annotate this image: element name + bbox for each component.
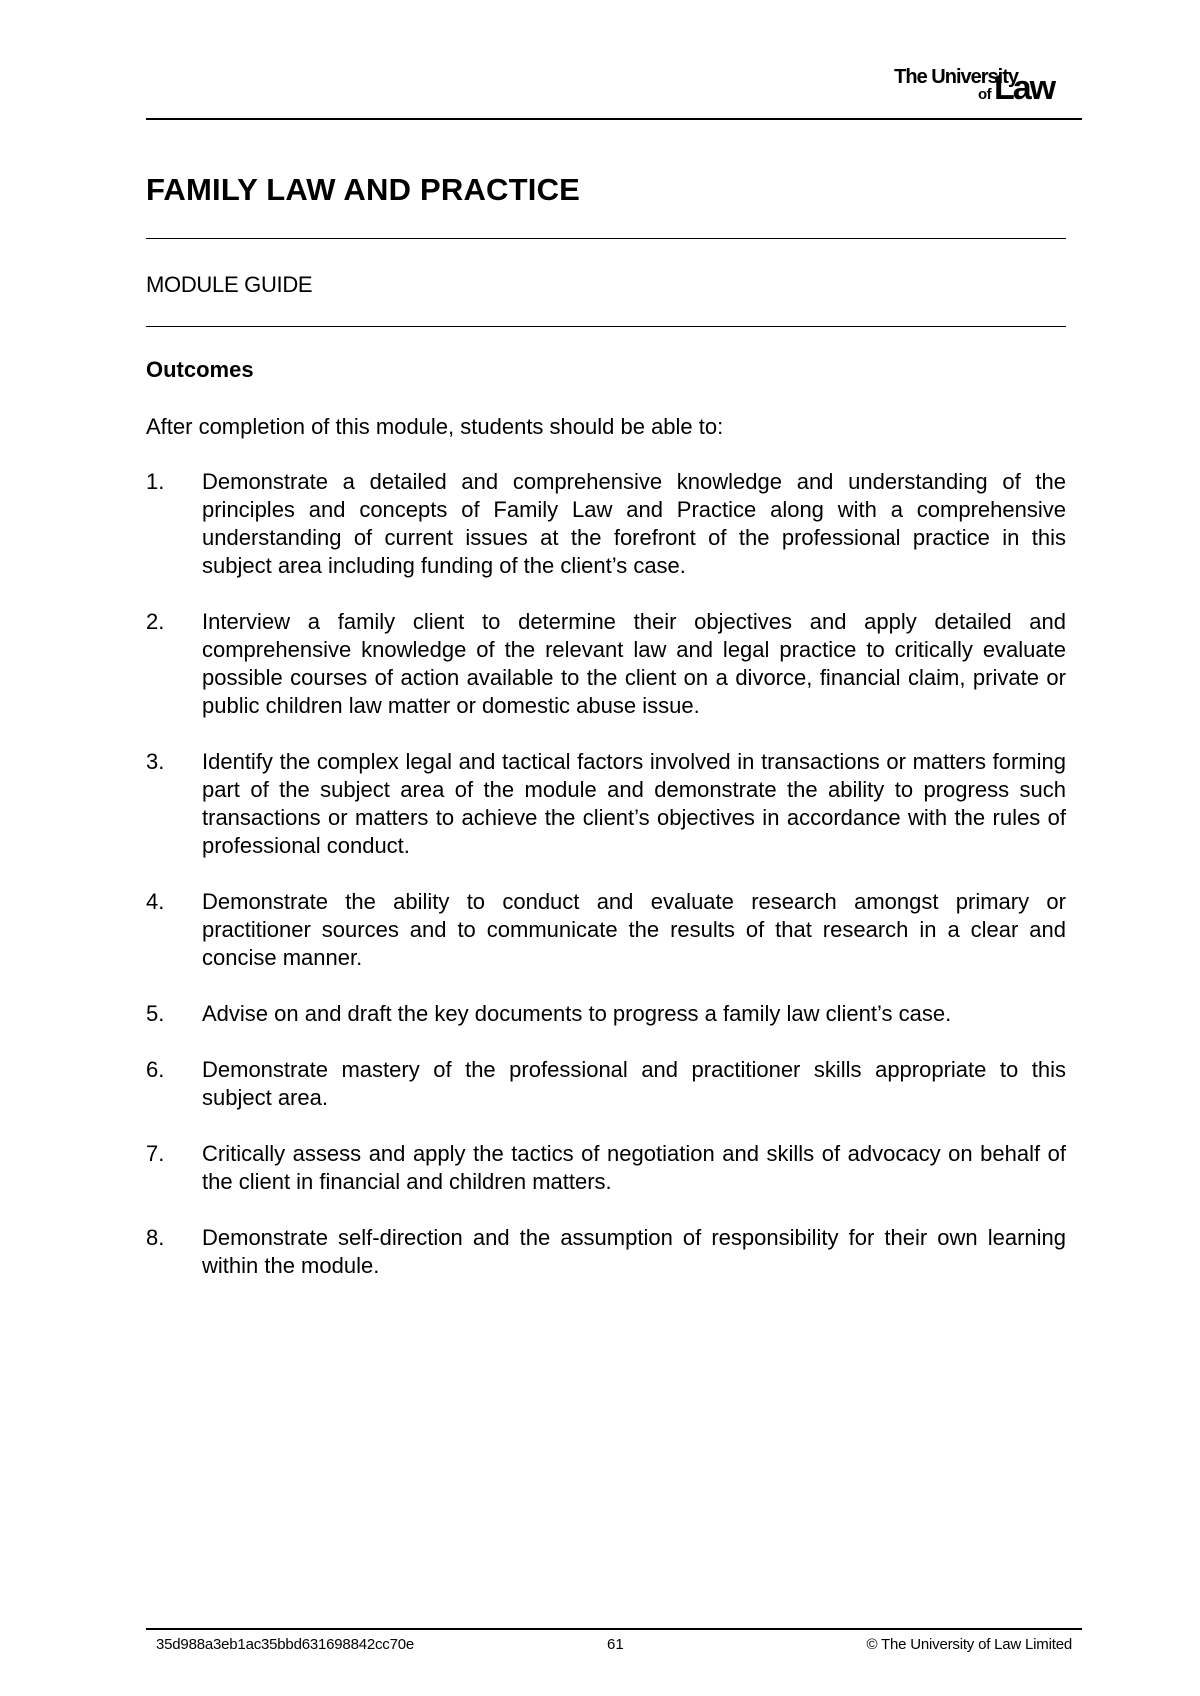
outcome-number: 4. — [146, 889, 165, 914]
header-divider — [146, 118, 1082, 120]
outcome-text: Demonstrate the ability to conduct and evaluate research amongst primary or practitioner sources and to communicate the results of that research in a clear and concise manner. — [202, 889, 1066, 970]
outcome-item — [146, 748, 1066, 860]
outcome-number: 3. — [146, 749, 165, 774]
outcome-item — [146, 1224, 1066, 1280]
outcome-item — [146, 1140, 1066, 1196]
outcome-text: Interview a family client to determine their objectives and apply detailed and comprehensive knowledge of the relevant law and legal practice to critically evaluate possible courses of action available to the client on a divorce, financial claim, private or public children law matter or domestic abuse issue. — [202, 609, 1066, 718]
university-of-law-logo — [866, 66, 1072, 108]
intro-paragraph: After completion of this module, students should be able to: — [146, 414, 724, 439]
outcome-item — [146, 608, 1066, 720]
outcome-item — [146, 1000, 1066, 1028]
footer-divider — [146, 1628, 1082, 1630]
logo-law: Law — [994, 69, 1055, 107]
outcome-text: Advise on and draft the key documents to progress a family law client’s case. — [202, 1001, 952, 1026]
logo-of: of — [978, 86, 992, 103]
outcome-item — [146, 888, 1066, 972]
outcome-number: 2. — [146, 609, 165, 634]
outcome-number: 5. — [146, 1001, 165, 1026]
page-number: 61 — [607, 1636, 624, 1653]
outcomes-list — [146, 468, 1066, 1308]
logo-line-the-university: The University — [894, 66, 1018, 88]
section-heading: Outcomes — [146, 357, 254, 382]
outcome-number: 8. — [146, 1225, 165, 1250]
outcome-text: Critically assess and apply the tactics of negotiation and skills of advocacy on behalf of the client in financial and children matters. — [202, 1141, 1066, 1194]
outcome-number: 1. — [146, 469, 165, 494]
document-subtitle: MODULE GUIDE — [146, 272, 313, 297]
outcome-number: 6. — [146, 1057, 165, 1082]
outcome-item — [146, 1056, 1066, 1112]
document-id: 35d988a3eb1ac35bbd631698842cc70e — [156, 1636, 415, 1653]
outcome-text: Identify the complex legal and tactical factors involved in transactions or matters forming part of the subject area of the module and demonstrate the ability to progress such transactions or matters to achieve the client’s objectives in accordance with the rules of professional conduct. — [202, 749, 1066, 858]
outcome-item — [146, 468, 1066, 580]
copyright-notice: © The University of Law Limited — [866, 1636, 1072, 1653]
outcome-text: Demonstrate mastery of the professional and practitioner skills appropriate to this subject area. — [202, 1057, 1066, 1110]
outcome-number: 7. — [146, 1141, 165, 1166]
outcome-text: Demonstrate self-direction and the assumption of responsibility for their own learning within the module. — [202, 1225, 1066, 1278]
title-divider — [146, 238, 1066, 239]
subtitle-divider — [146, 326, 1066, 327]
page-footer — [146, 1636, 1072, 1658]
document-title: FAMILY LAW AND PRACTICE — [146, 172, 581, 207]
outcome-text: Demonstrate a detailed and comprehensive knowledge and understanding of the principles and concepts of Family Law and Practice along with a comprehensive understanding of current issues at the forefront of the professional practice in this subject area including funding of the client’s case. — [202, 469, 1066, 578]
